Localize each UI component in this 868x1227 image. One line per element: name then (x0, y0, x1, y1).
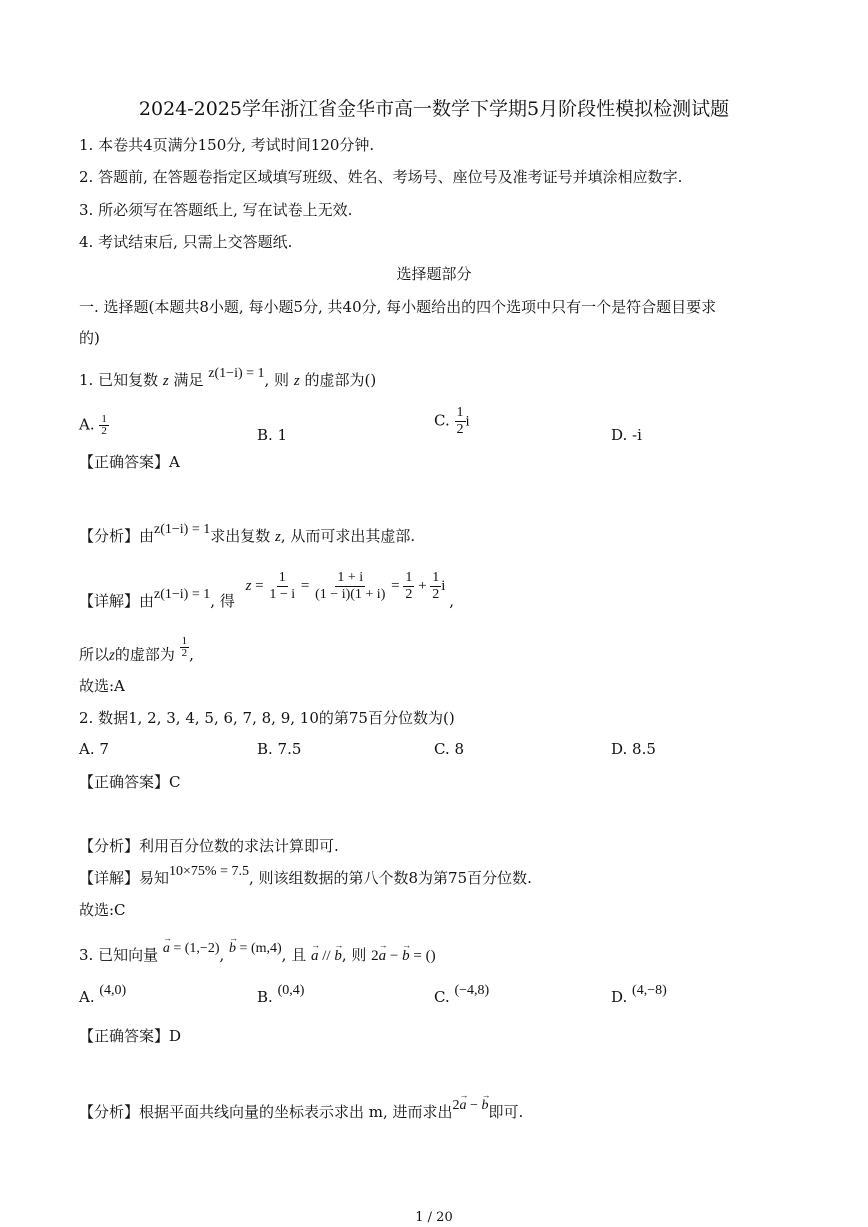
q3-option-a: A. (4,0) (79, 983, 127, 1006)
q3-option-c: C. (−4,8) (434, 983, 490, 1006)
q2-analysis: 【分析】利用百分位数的求法计算即可. (79, 837, 339, 855)
q1-option-d: D. -i (611, 426, 642, 444)
q2-choice: 故选:C (79, 901, 126, 919)
q3-stem: 3. 已知向量 → a = (1,−2), → b = (m,4), 且 → a // → b, 则 2→ a − → b = () (79, 945, 436, 967)
q3-option-b: B. (0,4) (257, 983, 305, 1006)
q3-option-d: D. (4,−8) (611, 983, 667, 1006)
instruction-3: 3. 所必须写在答题纸上, 写在试卷上无效. (79, 201, 353, 219)
q2-option-a: A. 7 (79, 740, 109, 758)
page-title: 2024-2025学年浙江省金华市高一数学下学期5月阶段性模拟检测试题 (138, 98, 730, 120)
q2-option-d: D. 8.5 (611, 740, 656, 758)
q1-equation: z(1−i) = 1 (208, 366, 265, 381)
q3-analysis: 【分析】根据平面共线向量的坐标表示求出 m, 进而求出2→ a − → b即可. (79, 1102, 523, 1124)
q1-answer: 【正确答案】A (79, 453, 180, 471)
q2-option-c: C. 8 (434, 740, 465, 758)
instruction-4: 4. 考试结束后, 只需上交答题纸. (79, 233, 293, 251)
q1-conclusion: 所以z的虚部为 $\frac{1}{2}$ , (79, 635, 194, 664)
q1-detail: 【详解】由z(1−i) = 1, 得 z = $\frac{1}{1 - i}$ = $\frac{1 + i}{(1 - i)(1 + i)}$ = $\frac{1}{2}$ + $\frac{1}{2}$ i , (79, 570, 454, 610)
q2-stem: 2. 数据1, 2, 3, 4, 5, 6, 7, 8, 9, 10的第75百分位数为() (79, 709, 455, 727)
q2-option-b: B. 7.5 (257, 740, 302, 758)
q1-option-c: C. $\frac{1}{2}$ i (434, 405, 470, 437)
q1-stem: 1. 已知复数 z 满足 z(1−i) = 1, 则 z 的虚部为() (79, 366, 377, 389)
q2-answer: 【正确答案】C (79, 773, 181, 791)
q1-option-b: B. 1 (257, 426, 288, 444)
q2-detail: 【详解】易知10×75% = 7.5, 则该组数据的第八个数8为第75百分位数. (79, 864, 532, 887)
section-heading: 选择题部分 (396, 265, 472, 283)
q1-choice: 故选:A (79, 677, 125, 695)
q1-var-z: z (162, 373, 169, 389)
instruction-2: 2. 答题前, 在答题卷指定区域填写班级、姓名、考场号、座位号及准考证号并填涂相应数字. (79, 168, 683, 186)
part1-intro: 一. 选择题(本题共8小题, 每小题5分, 共40分, 每小题给出的四个选项中只有一个是符合题目要求 (79, 298, 717, 316)
page-number: 1 / 20 (415, 1210, 453, 1225)
instruction-1: 1. 本卷共4页满分150分, 考试时间120分钟. (79, 136, 375, 154)
part1-intro-cont: 的) (79, 329, 100, 347)
q1-option-a: A. $\frac{1}{2}$ (79, 413, 107, 437)
q3-answer: 【正确答案】D (79, 1027, 182, 1045)
q1-analysis: 【分析】由z(1−i) = 1求出复数 z, 从而可求出其虚部. (79, 522, 416, 545)
